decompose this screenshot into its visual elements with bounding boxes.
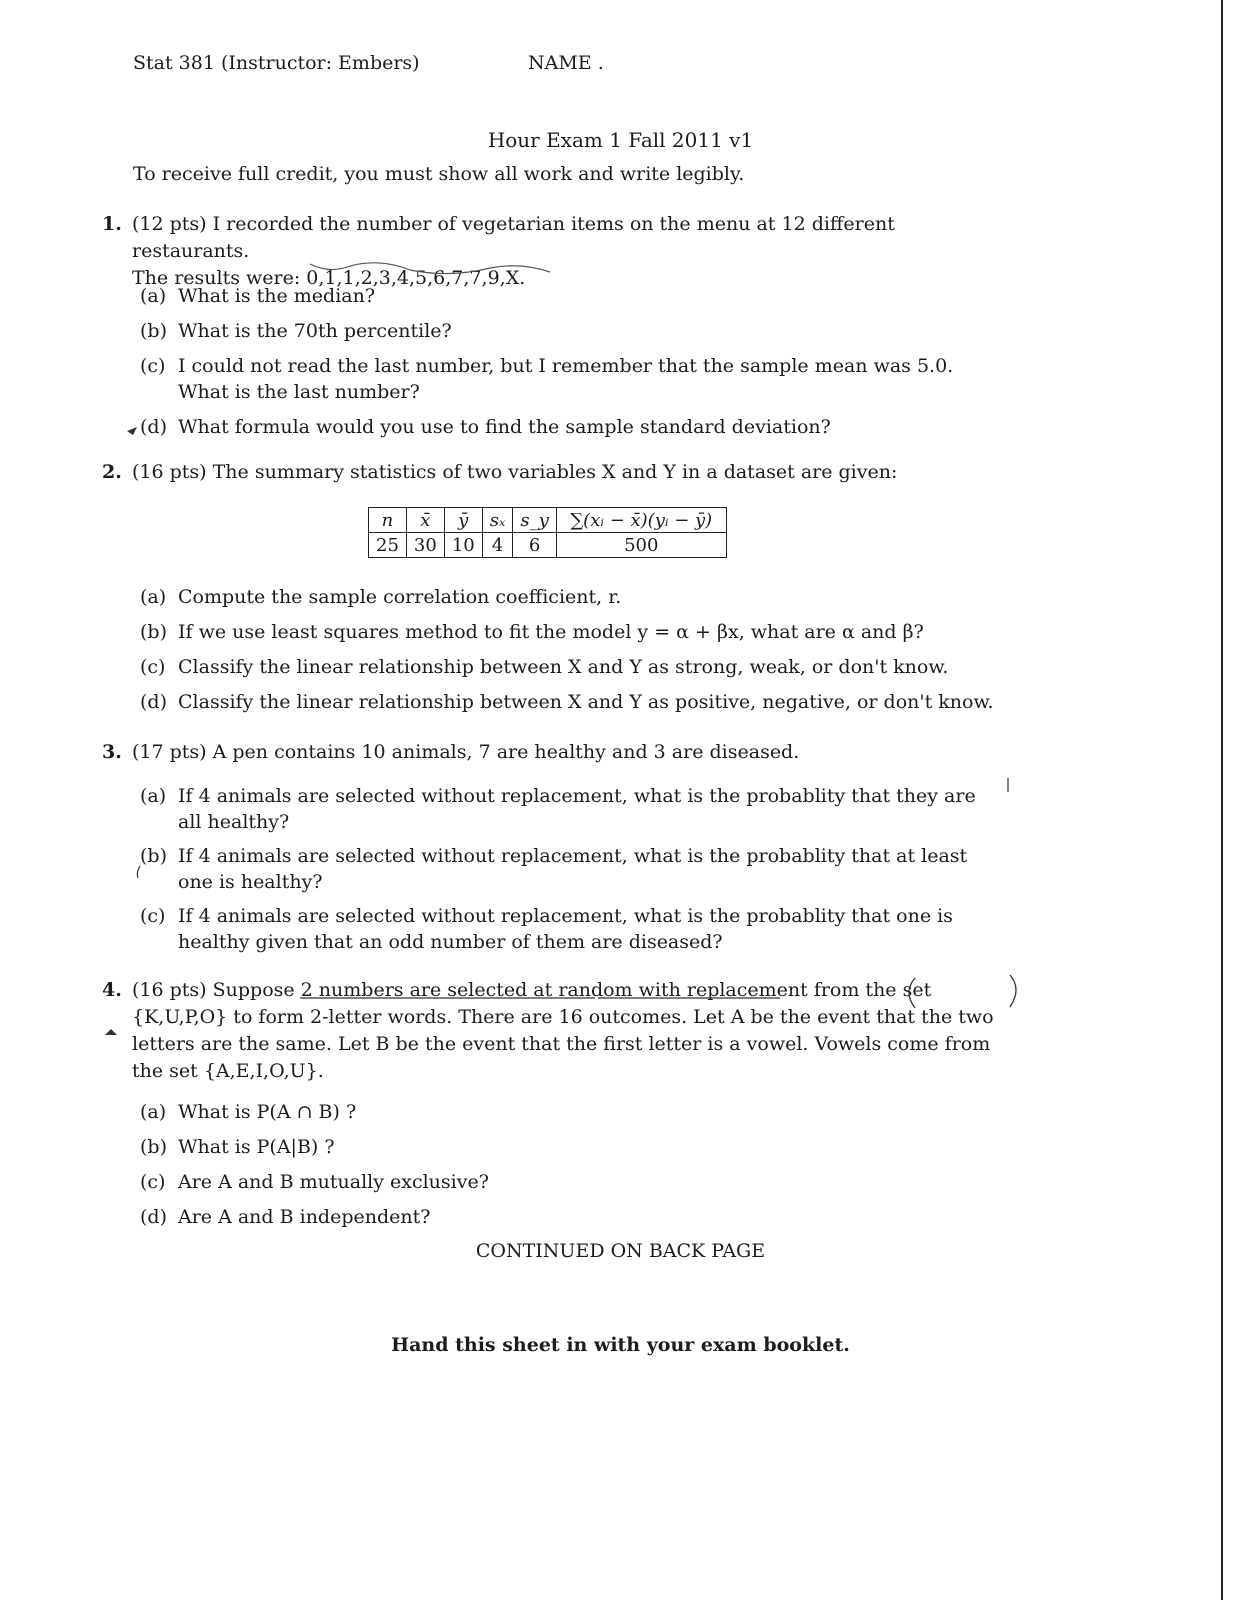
table-cell: 4	[482, 533, 513, 558]
question-number: 3.	[102, 741, 122, 763]
part-c: (c) I could not read the last number, but I remember that the sample mean was 5.0. What is the last number?	[140, 355, 954, 403]
table-cell: 500	[556, 533, 726, 558]
part-c: (c) Classify the linear relationship between X and Y as strong, weak, or don't know.	[140, 656, 949, 678]
table-cell: 10	[444, 533, 482, 558]
part-c: (c) If 4 animals are selected without replacement, what is the probablity that one is healthy given that an odd number of them are diseased?	[140, 905, 953, 953]
table-cell: 6	[513, 533, 556, 558]
part-a: (a) What is the median?	[140, 285, 376, 307]
bracket-set-mark	[909, 975, 1016, 1008]
part-d: (d) Are A and B independent?	[140, 1206, 431, 1228]
question-text: (16 pts) The summary statistics of two variables X and Y in a dataset are given:	[132, 461, 898, 483]
table-cell: n	[369, 508, 407, 533]
part-b: (b) If we use least squares method to fit the model y = α + βx, what are α and β?	[140, 621, 924, 643]
question-text: (17 pts) A pen contains 10 animals, 7 are healthy and 3 are diseased.	[132, 741, 800, 763]
table-cell: x̄	[406, 508, 444, 533]
bullet-mark	[105, 1029, 117, 1035]
question-text: (16 pts) Suppose 2 numbers are selected at random with replacement from the set {K,U,P,O} to form 2-letter words. There are 16 outcomes. Let A be the event that the two letters are the same. Let B be the event that the first letter is a vowel. Vowels come from the set {A,E,I,O,U}.	[132, 979, 994, 1082]
course-label: Stat 381 (Instructor: Embers)	[133, 52, 420, 74]
table-cell: ȳ	[444, 508, 482, 533]
table-cell: 30	[406, 533, 444, 558]
part-d: (d) What formula would you use to find the sample standard deviation?	[140, 416, 831, 438]
continued-note: CONTINUED ON BACK PAGE	[475, 1240, 766, 1262]
table-cell: sₓ	[482, 508, 513, 533]
table-cell: s_y	[513, 508, 556, 533]
footer-instruction: Hand this sheet in with your exam booklet.	[391, 1334, 850, 1356]
question-text: (12 pts) I recorded the number of vegetarian items on the menu at 12 different restaurants.	[132, 213, 895, 262]
underline-vegetarian-mark	[310, 263, 550, 274]
part-b: (b) What is P(A|B) ?	[140, 1136, 335, 1158]
part-d: (d) Classify the linear relationship between X and Y as positive, negative, or don't know.	[140, 691, 994, 713]
question-data: The results were: 0,1,1,2,3,4,5,6,7,7,9,X.	[132, 267, 526, 289]
question-number: 1.	[102, 213, 122, 235]
part-b: (b) If 4 animals are selected without replacement, what is the probablity that at least one is healthy?	[140, 845, 968, 893]
table-cell: ∑(xᵢ − x̄)(yᵢ − ȳ)	[556, 508, 726, 533]
question-number: 4.	[102, 979, 122, 1001]
name-label: NAME .	[528, 52, 604, 74]
table-cell: 25	[369, 533, 407, 558]
instructions: To receive full credit, you must show all work and write legibly.	[133, 163, 745, 185]
part-a: (a) Compute the sample correlation coefficient, r.	[140, 586, 622, 608]
part-c: (c) Are A and B mutually exclusive?	[140, 1171, 489, 1193]
part-a: (a) What is P(A ∩ B) ?	[140, 1101, 357, 1123]
part-a: (a) If 4 animals are selected without replacement, what is the probablity that they are all healthy?	[140, 785, 976, 833]
question-number: 2.	[102, 461, 122, 483]
exam-title: Hour Exam 1 Fall 2011 v1	[487, 128, 754, 152]
tick-mark	[137, 866, 140, 878]
part-b: (b) What is the 70th percentile?	[140, 320, 452, 342]
arrow-mark	[127, 427, 137, 435]
